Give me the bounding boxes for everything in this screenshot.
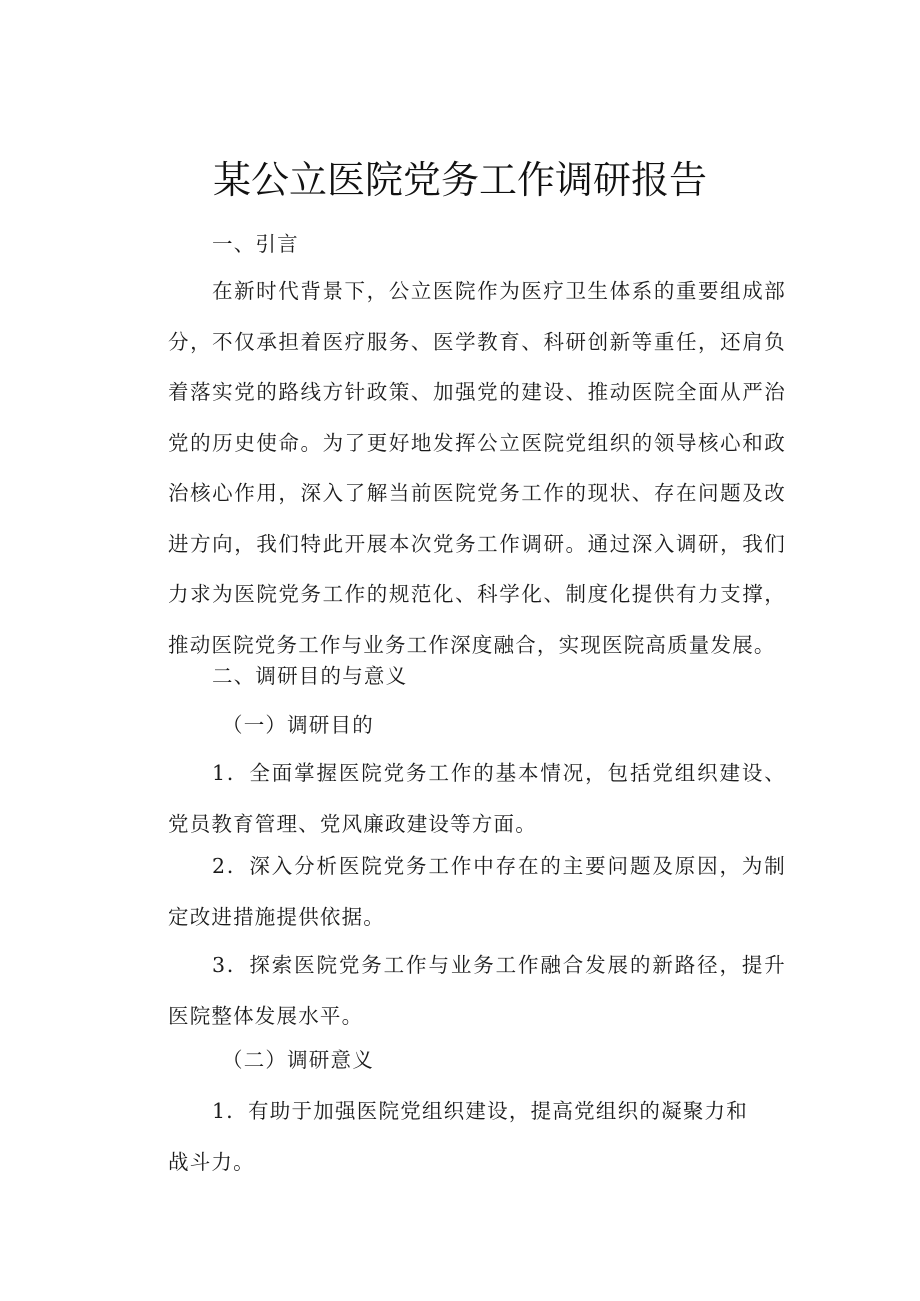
section-heading-purpose-significance: 二、调研目的与意义 <box>212 664 408 688</box>
purpose-item-1: 1．全面掌握医院党务工作的基本情况，包括党组织建设、党员教育管理、党风廉政建设等方面。 <box>168 761 786 836</box>
purpose-item-3: 3．探索医院党务工作与业务工作融合发展的新路径，提升医院整体发展水平。 <box>168 953 786 1028</box>
section-heading-introduction: 一、引言 <box>212 232 299 256</box>
subsection-heading-significance: （二）调研意义 <box>222 1048 374 1072</box>
significance-item-1: 1．有助于加强医院党组织建设，提高党组织的凝聚力和战斗力。 <box>168 1099 748 1174</box>
document-title: 某公立医院党务工作调研报告 <box>212 158 707 202</box>
subsection-heading-purpose: （一）调研目的 <box>222 713 374 737</box>
purpose-item-2: 2．深入分析医院党务工作中存在的主要问题及原因，为制定改进措施提供依据。 <box>168 854 786 929</box>
introduction-paragraph: 在新时代背景下，公立医院作为医疗卫生体系的重要组成部分，不仅承担着医疗服务、医学教育、科研创新等重任，还肩负着落实党的路线方针政策、加强党的建设、推动医院全面从严治党的历史使命。为了更好地发挥公立医院党组织的领导核心和政治核心作用，深入了解当前医院党务工作的现状、存在问题及改进方向，我们特此开展本次党务工作调研。通过深入调研，我们力求为医院党务工作的规范化、科学化、制度化提供有力支撑，推动医院党务工作与业务工作深度融合，实现医院高质量发展。 <box>168 279 786 657</box>
